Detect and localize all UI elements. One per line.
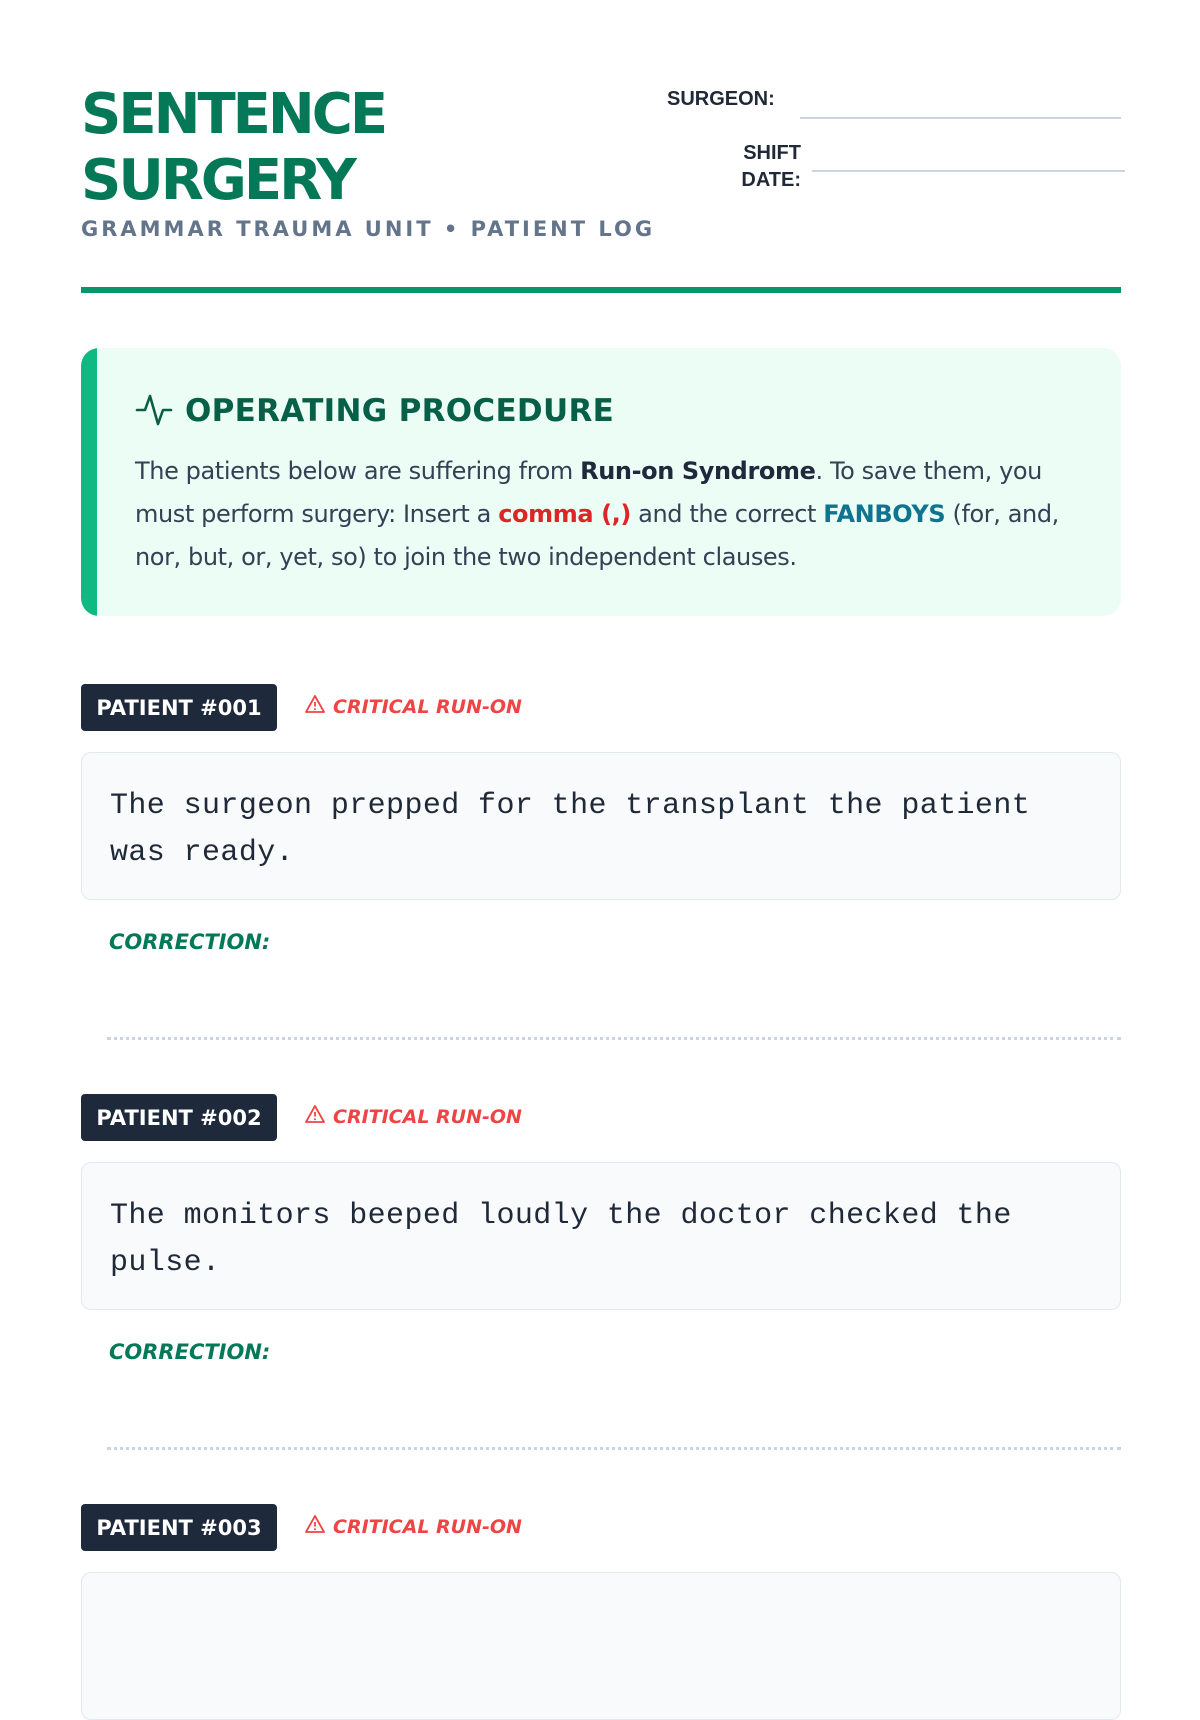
fanboys-term: FANBOYS: [823, 500, 946, 528]
warning-icon: [305, 694, 325, 719]
page-subtitle: GRAMMAR TRAUMA UNIT • PATIENT LOG: [81, 217, 656, 241]
procedure-heading: [135, 390, 614, 432]
header-divider: [81, 287, 1121, 293]
critical-alert-002: [305, 1104, 522, 1129]
shift-label-line-2: DATE:: [741, 169, 801, 191]
alert-label: CRITICAL RUN-ON: [333, 1105, 522, 1128]
procedure-text-part: (for, and, nor, but, or, yet, so) to join the two independent clauses.: [135, 500, 1059, 571]
surgeon-field[interactable]: [800, 117, 1121, 119]
patient-badge-002: PATIENT #002: [81, 1094, 277, 1141]
run-on-syndrome-term: Run-on Syndrome: [580, 457, 816, 485]
shift-date-label: [721, 140, 801, 194]
surgeon-label: SURGEON:: [667, 88, 775, 110]
warning-icon: [305, 1514, 325, 1539]
alert-label: CRITICAL RUN-ON: [333, 1515, 522, 1538]
correction-label-001: CORRECTION:: [109, 930, 271, 954]
patient-badge-003: PATIENT #003: [81, 1504, 277, 1551]
procedure-text-part: . To save them, you must perform surgery: Insert a: [135, 457, 1042, 528]
patient-sentence-001: The surgeon prepped for the transplant the patient was ready.: [81, 752, 1121, 900]
title-line-2: SURGERY: [81, 148, 354, 213]
procedure-text-part: and the correct: [630, 500, 824, 528]
warning-icon: [305, 1104, 325, 1129]
procedure-title: OPERATING PROCEDURE: [185, 393, 615, 429]
pulse-icon: [135, 390, 173, 432]
procedure-accent-bar: [81, 348, 97, 616]
title-line-1: SENTENCE: [81, 82, 386, 147]
page-title: [81, 82, 385, 214]
shift-label-line-1: SHIFT: [743, 142, 801, 164]
patient-badge-001: PATIENT #001: [81, 684, 277, 731]
comma-term: comma (,): [498, 500, 631, 528]
critical-alert-003: [305, 1514, 522, 1539]
procedure-text: [135, 450, 1095, 579]
patient-sentence-002: The monitors beeped loudly the doctor checked the pulse.: [81, 1162, 1121, 1310]
critical-alert-001: [305, 694, 522, 719]
correction-label-002: CORRECTION:: [109, 1340, 271, 1364]
alert-label: CRITICAL RUN-ON: [333, 695, 522, 718]
shift-date-field[interactable]: [812, 170, 1125, 172]
procedure-text-part: The patients below are suffering from: [135, 457, 581, 485]
correction-line-001[interactable]: [107, 1037, 1121, 1040]
patient-sentence-003: [81, 1572, 1121, 1720]
correction-line-002[interactable]: [107, 1447, 1121, 1450]
